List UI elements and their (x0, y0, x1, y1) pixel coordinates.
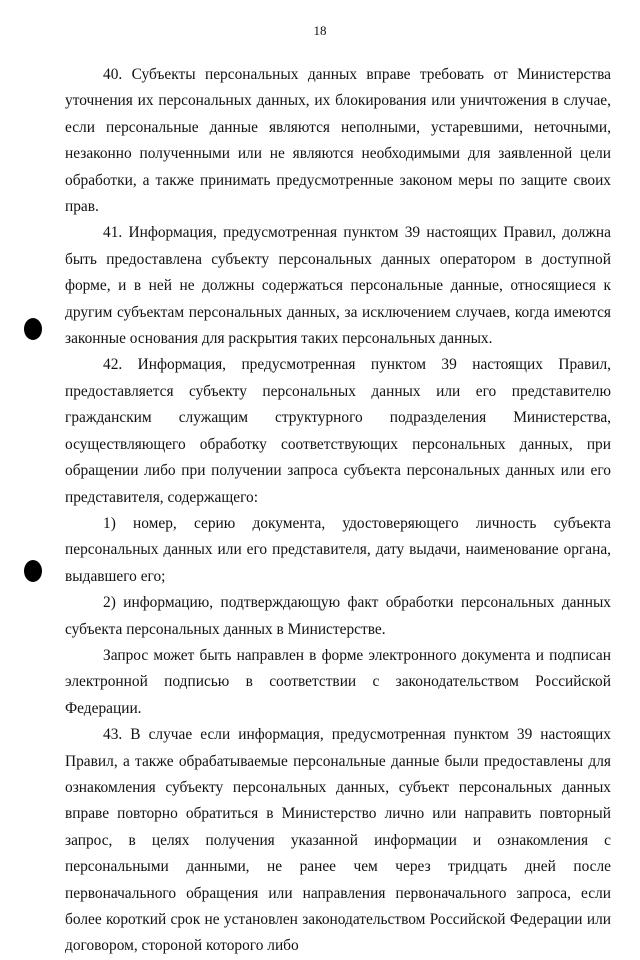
paragraph-42: 42. Информация, предусмотренная пунктом 39 настоящих Правил, предоставляется субъекту персональных данных или его представителю гражданским служащим структурного подразделения Министерства, осуществляющего обработку соответствующих персональных данных, при обращении либо при получении запроса субъекта персональных данных или его представителя, содержащего: (65, 356, 611, 506)
paragraph-40: 40. Субъекты персональных данных вправе требовать от Министерства уточнения их персональных данных, их блокирования или уничтожения в случае, если персональные данные являются неполными, устаревшими, неточными, незаконно полученными или не являются необходимыми для заявленной цели обработки, а также принимать предусмотренные законом меры по защите своих прав. (65, 66, 611, 216)
paragraph-request-form: Запрос может быть направлен в форме электронного документа и подписан электронной подписью в соответствии с законодательством Российской Федерации. (65, 646, 611, 717)
paragraph-43: 43. В случае если информация, предусмотренная пунктом 39 настоящих Правил, а также обрабатываемые персональные данные были предоставлены для ознакомления субъекту персональных данных, субъект персональных данных вправе повторно обратиться в Министерство лично или направить повторный запрос, в целях получения указанной информации и ознакомления с персональными данными, не ранее чем через тридцать дней после первоначального обращения или направления первоначального запроса, если более короткий срок не установлен законодательством Российской Федерации или договором, стороной которого либо (65, 726, 611, 955)
punch-hole-mark (24, 318, 42, 340)
page-number: 18 (313, 23, 327, 38)
paragraph-42-item-1: 1) номер, серию документа, удостоверяющего личность субъекта персональных данных или его представителя, дату выдачи, наименование органа, выдавшего его; (65, 514, 611, 585)
punch-hole-mark (24, 560, 42, 582)
document-body (65, 62, 611, 960)
paragraph-41: 41. Информация, предусмотренная пунктом 39 настоящих Правил, должна быть предоставлена субъекту персональных данных оператором в доступной форме, и в ней не должны содержаться персональные данные, относящиеся к другим субъектам персональных данных, за исключением случаев, когда имеются законные основания для раскрытия таких персональных данных. (65, 224, 611, 348)
paragraph-42-item-2: 2) информацию, подтверждающую факт обработки персональных данных субъекта персональных данных в Министерстве. (65, 594, 611, 638)
